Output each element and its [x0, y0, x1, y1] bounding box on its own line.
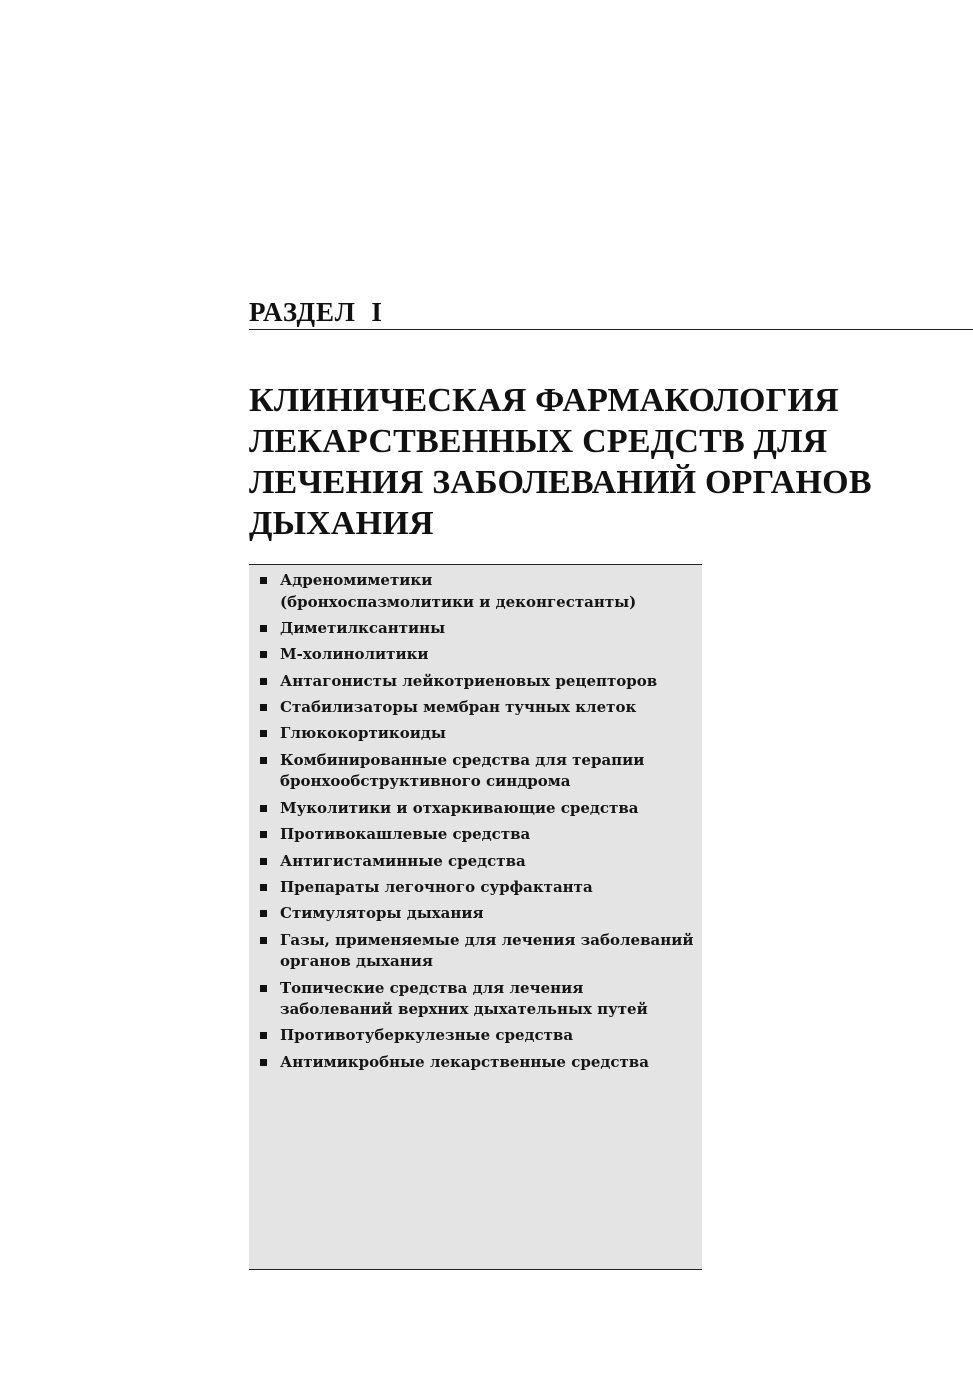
square-bullet-icon	[260, 937, 267, 944]
contents-item-line: Противокашлевые средства	[280, 825, 531, 844]
contents-item-antihistamines	[249, 851, 702, 873]
square-bullet-icon	[260, 805, 267, 812]
contents-item-line: Противотуберкулезные средства	[280, 1026, 574, 1045]
contents-item-antituberculosis	[249, 1025, 702, 1047]
contents-item-line: органов дыхания	[280, 952, 433, 971]
contents-item-line: Антимикробные лекарственные средства	[280, 1052, 649, 1071]
chapter-title-line: ЛЕКАРСТВЕННЫХ СРЕДСТВ ДЛЯ	[249, 423, 828, 460]
contents-item-m-cholinolytics	[249, 644, 702, 666]
chapter-title-line: ЛЕЧЕНИЯ ЗАБОЛЕВАНИЙ ОРГАНОВ	[249, 464, 872, 501]
contents-item-line: заболеваний верхних дыхательных путей	[280, 1000, 648, 1019]
chapter-title-line: КЛИНИЧЕСКАЯ ФАРМАКОЛОГИЯ	[249, 382, 839, 419]
contents-item-glucocorticoids	[249, 723, 702, 745]
contents-item-adrenomimetics	[249, 570, 702, 613]
contents-item-combined-agents	[249, 750, 702, 793]
square-bullet-icon	[260, 625, 267, 632]
contents-item-topical-agents	[249, 978, 702, 1021]
contents-item-line: М-холинолитики	[280, 645, 429, 664]
square-bullet-icon	[260, 651, 267, 658]
contents-item-line: Препараты легочного сурфактанта	[280, 877, 593, 896]
contents-item-leukotriene-antagonists	[249, 671, 702, 693]
contents-item-dimethylxanthines	[249, 618, 702, 640]
square-bullet-icon	[260, 831, 267, 838]
contents-item-line: Стабилизаторы мембран тучных клеток	[280, 698, 637, 717]
contents-item-line: Комбинированные средства для терапии	[280, 750, 645, 769]
square-bullet-icon	[260, 577, 267, 584]
contents-box	[249, 564, 702, 1270]
square-bullet-icon	[260, 757, 267, 764]
contents-item-mast-cell-stabilizers	[249, 697, 702, 719]
contents-item-line: Стимуляторы дыхания	[280, 904, 484, 923]
contents-item-antitussives	[249, 824, 702, 846]
contents-item-line: (бронхоспазмолитики и деконгестанты)	[280, 592, 637, 611]
square-bullet-icon	[260, 910, 267, 917]
square-bullet-icon	[260, 704, 267, 711]
section-label: РАЗДЕЛ I	[249, 297, 383, 327]
contents-list	[249, 565, 702, 1073]
square-bullet-icon	[260, 858, 267, 865]
contents-item-medical-gases	[249, 930, 702, 973]
chapter-title-line: ДЫХАНИЯ	[249, 505, 434, 542]
contents-item-line: Диметилксантины	[280, 618, 446, 637]
contents-item-antimicrobials	[249, 1052, 702, 1074]
square-bullet-icon	[260, 1032, 267, 1039]
square-bullet-icon	[260, 1059, 267, 1066]
contents-item-line: Муколитики и отхаркивающие средства	[280, 798, 639, 817]
contents-item-line: Антигистаминные средства	[280, 851, 526, 870]
contents-item-line: Газы, применяемые для лечения заболеваний	[280, 930, 694, 949]
chapter-title	[249, 380, 949, 544]
square-bullet-icon	[260, 884, 267, 891]
square-bullet-icon	[260, 730, 267, 737]
square-bullet-icon	[260, 678, 267, 685]
contents-item-respiratory-stimulants	[249, 903, 702, 925]
contents-item-line: Антагонисты лейкотриеновых рецепторов	[280, 671, 658, 690]
square-bullet-icon	[260, 985, 267, 992]
contents-item-line: Адреномиметики	[280, 571, 433, 589]
contents-item-mucolytics	[249, 798, 702, 820]
contents-item-line: Глюкокортикоиды	[280, 724, 446, 743]
contents-item-surfactant	[249, 877, 702, 899]
section-rule	[249, 329, 973, 330]
contents-item-line: бронхообструктивного синдрома	[280, 772, 571, 791]
contents-item-line: Топические средства для лечения	[280, 978, 584, 997]
